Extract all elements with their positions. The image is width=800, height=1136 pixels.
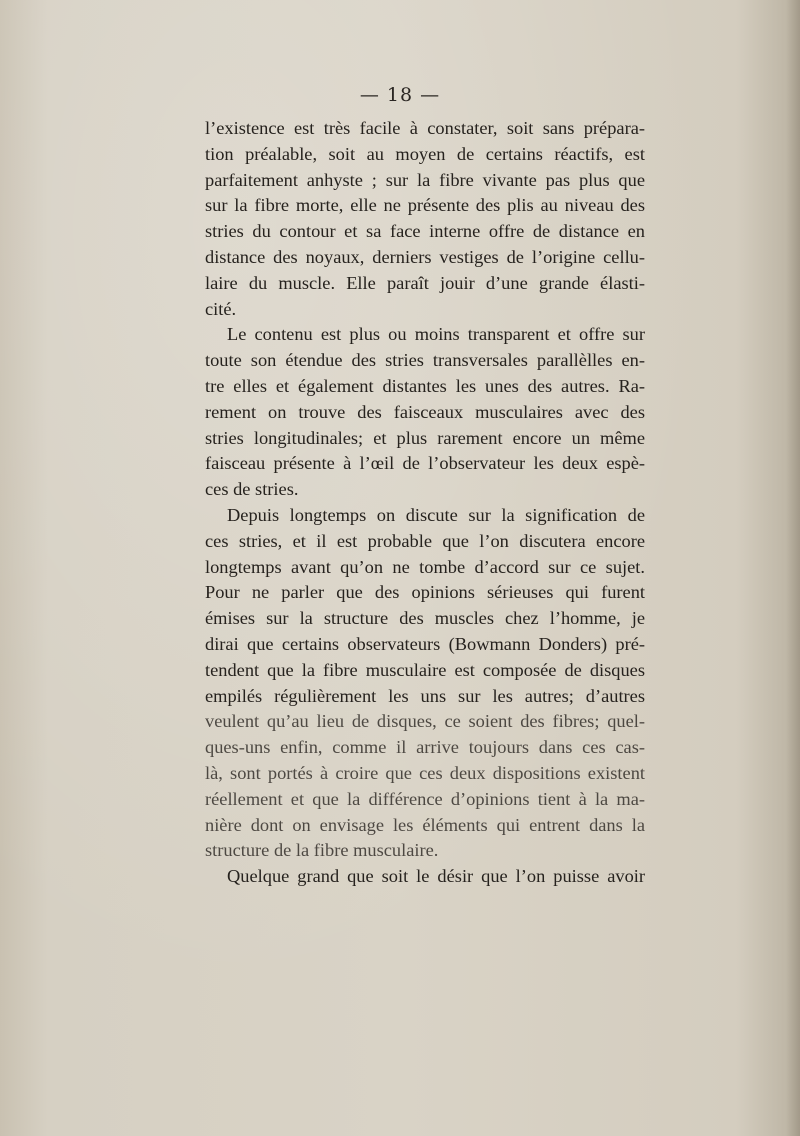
text-line: ces stries, et il est probable que l’on discutera encore bbox=[205, 530, 645, 551]
text-line: empilés régulièrement les uns sur les autres; d’autres bbox=[205, 685, 645, 706]
text-line: émises sur la structure des muscles chez l’homme, je bbox=[205, 608, 645, 629]
paragraph-2 bbox=[205, 322, 645, 503]
text-line: Depuis longtemps on discute sur la signification de bbox=[227, 504, 645, 525]
text-line: tendent que la fibre musculaire est composée de disques bbox=[205, 659, 645, 680]
text-line: structure de la fibre musculaire. bbox=[205, 840, 439, 861]
text-line: laire du muscle. Elle paraît jouir d’une grande élasti- bbox=[205, 272, 645, 293]
text-line: l’existence est très facile à constater, soit sans prépara- bbox=[205, 118, 645, 138]
text-line: cité. bbox=[205, 298, 237, 319]
paragraph-3 bbox=[205, 503, 645, 864]
text-line: ces de stries. bbox=[205, 479, 299, 500]
text-line: stries du contour et sa face interne offre de distance en bbox=[205, 221, 645, 242]
text-line: réellement et que la différence d’opinions tient à la ma- bbox=[205, 788, 645, 809]
text-line: Pour ne parler que des opinions sérieuses qui furent bbox=[205, 582, 645, 603]
paragraph-1 bbox=[205, 116, 645, 322]
text-line: là, sont portés à croire que ces deux dispositions existent bbox=[205, 762, 645, 783]
page-number: — 18 — bbox=[359, 84, 441, 106]
text-line: faisceau présente à l’œil de l’observateur les deux espè- bbox=[205, 453, 645, 474]
text-line: Le contenu est plus ou moins transparent et offre sur bbox=[227, 324, 645, 345]
text-line: ques-uns enfin, comme il arrive toujours dans ces cas- bbox=[205, 737, 645, 758]
text-line: parfaitement anhyste ; sur la fibre vivante pas plus que bbox=[205, 169, 645, 190]
text-line: distance des noyaux, derniers vestiges de l’origine cellu- bbox=[205, 246, 645, 267]
paragraph-4 bbox=[205, 864, 645, 890]
text-line: toute son étendue des stries transversales parallèlles en- bbox=[205, 350, 645, 371]
text-line: tre elles et également distantes les unes des autres. Ra- bbox=[205, 375, 645, 396]
text-line: tion préalable, soit au moyen de certains réactifs, est bbox=[205, 143, 645, 164]
text-line: longtemps avant qu’on ne tombe d’accord sur ce sujet. bbox=[205, 556, 645, 577]
text-line: sur la fibre morte, elle ne présente des plis au niveau des bbox=[205, 195, 645, 216]
body-text bbox=[205, 116, 645, 890]
text-line: stries longitudinales; et plus rarement encore un même bbox=[205, 427, 645, 448]
text-line: nière dont on envisage les éléments qui entrent dans la bbox=[205, 814, 645, 835]
text-line: rement on trouve des faisceaux musculaires avec des bbox=[205, 401, 645, 422]
text-line: veulent qu’au lieu de disques, ce soient des fibres; quel- bbox=[205, 711, 645, 732]
text-line: Quelque grand que soit le désir que l’on puisse avoir bbox=[227, 866, 645, 887]
text-line: dirai que certains observateurs (Bowmann Donders) pré- bbox=[205, 633, 645, 654]
